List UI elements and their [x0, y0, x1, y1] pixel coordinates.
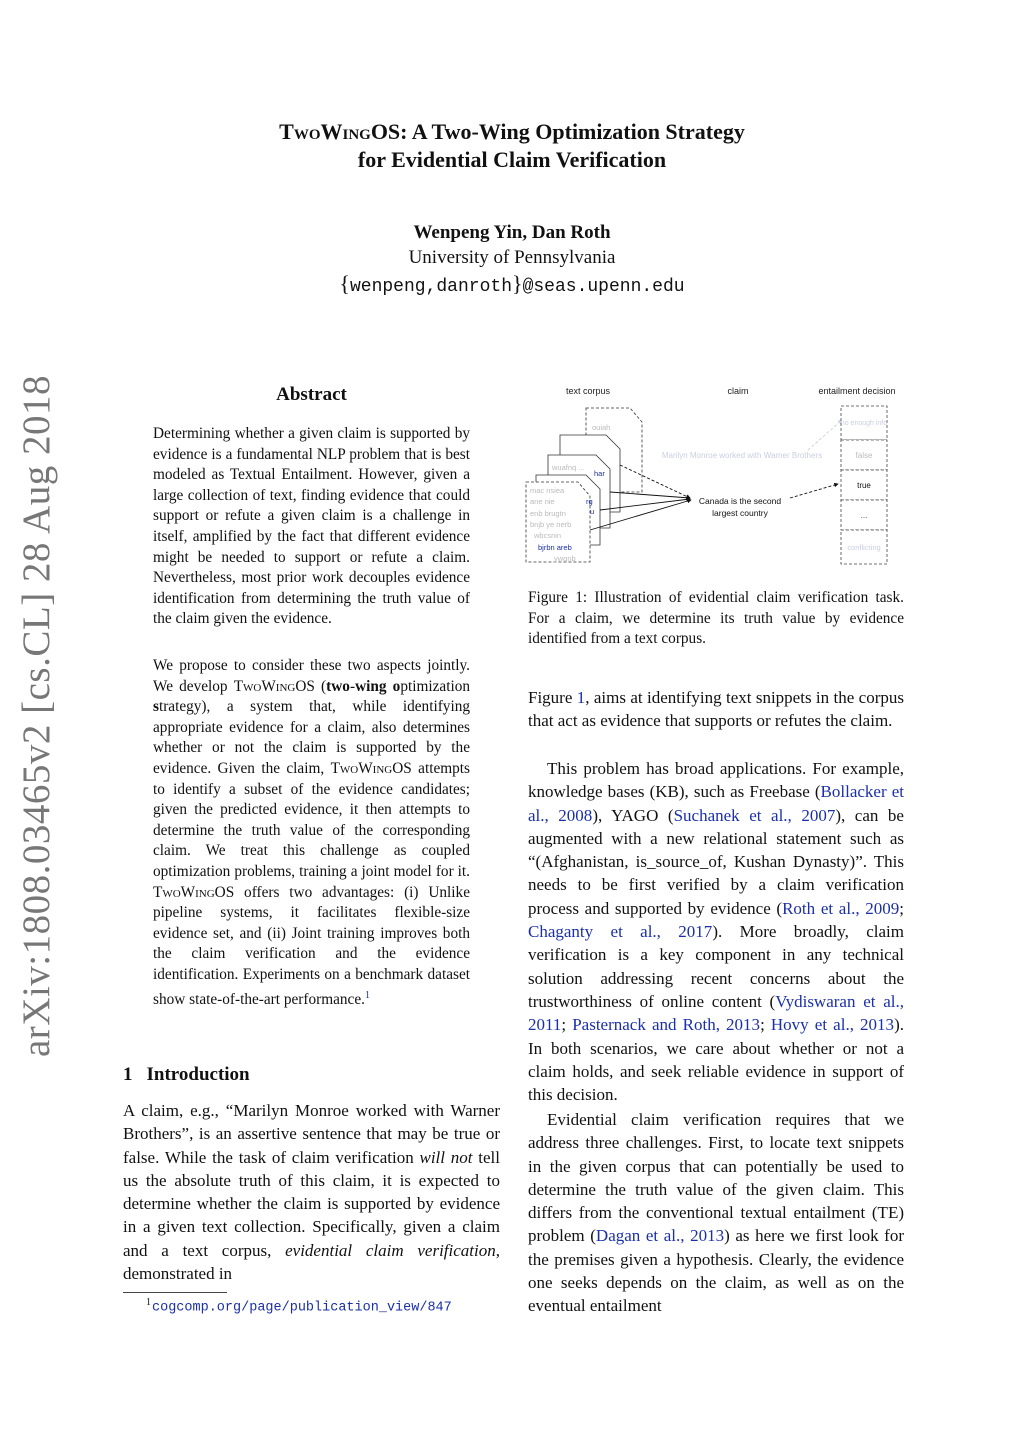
title-line1-rest: : A Two-Wing Optimization Strategy: [400, 119, 745, 144]
doc-snippet: ane nie: [530, 497, 555, 506]
text-run: ). More broadly, claim verification is a key component in any technical solution addressing recent concerns about the trustworthiness of online content (: [528, 922, 904, 1011]
title-system-name: TwoWingOS: [279, 119, 401, 144]
text-run: ;: [760, 1015, 771, 1035]
decision-conflicting: conflicting: [847, 543, 881, 552]
arrow-to-decision: [790, 484, 838, 498]
citation-link[interactable]: Hovy et al., 2013: [770, 1015, 895, 1035]
arxiv-identifier-stamp: arXiv:1808.03465v2 [cs.CL] 28 Aug 2018: [15, 375, 58, 1057]
text-run: tell us the absolute truth of this claim, it is expected to determine whether the claim is supported by evidence in a given text collection. Specifically, given a claim and a text corpus,: [123, 1147, 500, 1260]
text-run: ) as here we first look for the premises given a hypothesis. Clearly, the evidence one seeks depends on the claim, as well as on the eventual entailment: [528, 1226, 904, 1316]
text-run: trategy), a system that, while identifying appropriate evidence for a claim, also determines whether or not the claim is supported by the evidence. Given the claim,: [153, 698, 470, 777]
abstract-heading: Abstract: [276, 384, 347, 405]
text-run: Figure: [528, 688, 577, 707]
doc-snippet: ywqnb: [554, 554, 576, 563]
citation-link[interactable]: Vydiswaran et al., 2011: [528, 991, 904, 1035]
doc-snippet-highlight: har: [594, 469, 605, 478]
paper-title: [0, 118, 1024, 174]
citation-link[interactable]: Bollacker et al., 2008: [528, 782, 904, 825]
bold-run: s: [153, 698, 159, 716]
figure-1-diagram: [520, 380, 910, 570]
caption-text: Illustration of evidential claim verification task. For a claim, we determine its truth value by evidence identified from a text corpus.: [528, 589, 904, 648]
footnote-divider: [123, 1292, 227, 1293]
decision-ellipsis: ...: [860, 511, 868, 520]
citation-link[interactable]: Roth et al., 2009: [782, 898, 900, 918]
decision-no-enough-info: no enough info: [840, 420, 888, 427]
text-run: ptimization: [400, 677, 470, 695]
doc-snippet-highlight: rg: [586, 497, 593, 506]
figure-label-text-corpus: text corpus: [565, 386, 611, 396]
doc-snippet: enb brugtn: [530, 509, 566, 518]
text-run: -: [349, 677, 356, 695]
title-line2: for Evidential Claim Verification: [357, 147, 667, 172]
caption-label: Figure 1:: [528, 589, 588, 606]
citation-link[interactable]: Dagan et al., 2013: [595, 1226, 725, 1246]
bold-run: two: [326, 677, 350, 695]
figure-label-claim: claim: [727, 386, 749, 396]
intro-paragraph-1: [123, 1099, 500, 1285]
text-run: ;: [899, 898, 904, 918]
doc-snippet: wuafnq ...: [552, 463, 585, 472]
bold-run: wing: [355, 677, 387, 695]
emphasis: will not: [419, 1147, 473, 1167]
doc-snippet-highlight: u: [590, 507, 595, 516]
doc-snippet: mac nsiea: [530, 486, 565, 495]
system-name: TwoWingOS: [153, 883, 235, 901]
author-emails: [0, 271, 1024, 297]
text-run: We propose to consider these two aspects jointly. We develop: [153, 657, 470, 695]
text-run: offers two advantages: (i) Unlike pipeline systems, it facilitates flexible-size evidence set, and (ii) Joint training improves both the claim verification and the evidence identification. Experiments on a benchmark dataset show state-of-the-art performance.: [153, 883, 470, 1008]
decision-false: false: [855, 451, 873, 460]
email-names: wenpeng,danroth: [349, 277, 512, 297]
citation-link[interactable]: Pasternack and Roth, 2013: [572, 1015, 761, 1035]
system-name: TwoWingOS: [233, 677, 315, 695]
doc-snippet: wbcsnin: [534, 531, 562, 540]
text-run: This problem has broad applications. For example, knowledge bases (KB), such as Freebase (: [528, 759, 904, 802]
citation-link[interactable]: Suchanek et al., 2007: [673, 805, 836, 825]
body-paragraph-continuation: [528, 686, 904, 733]
text-run: Evidential claim verification requires that we address three challenges. First, to locate text snippets in the given corpus that can potentially be used to determine the truth value of the given claim. This differs from the conventional textual entailment (TE) problem (: [528, 1110, 904, 1246]
authors: Wenpeng Yin, Dan Roth: [413, 222, 611, 243]
emphasis: evidential claim verification: [285, 1240, 496, 1260]
claim-main-line2: largest country: [712, 508, 768, 518]
figure-reference-link[interactable]: 1: [576, 688, 586, 707]
email-open-brace: {: [339, 271, 350, 296]
text-run: (: [314, 677, 327, 695]
section-title: Introduction: [146, 1064, 250, 1085]
affiliation: University of Pennsylvania: [408, 247, 616, 268]
footnote-url[interactable]: cogcomp.org/page/publication_view/847: [152, 1300, 452, 1316]
claim-faded-line: Marilyn Monroe worked with Warner Brothers: [661, 451, 823, 460]
figure-label-entailment-decision: entailment decision: [818, 386, 896, 396]
doc-snippet: bnjb ye nerb: [530, 520, 572, 529]
citation-link[interactable]: Chaganty et al., 2017: [528, 922, 713, 942]
claim-main-line1: Canada is the second: [698, 496, 782, 506]
section-heading-introduction: [123, 1064, 250, 1086]
figure-1-caption: [528, 588, 904, 650]
text-run: ), can be augmented with a new relational statement such as “(Afghanistan, is_source_of, Kushan Dynasty)”. This needs to be first verified by a claim verification process and supported by evidence (: [528, 805, 904, 918]
text-run: , demonstrated in: [123, 1240, 500, 1284]
footnote: [146, 1297, 452, 1316]
text-run: ), YAGO (: [592, 805, 674, 825]
arrow: [610, 492, 690, 498]
email-close-brace: }: [512, 271, 523, 296]
text-run: ;: [561, 1015, 573, 1035]
doc-snippet-highlight: bjrbn areb: [538, 543, 572, 552]
abstract-paragraph-2: [153, 656, 470, 1010]
abstract-paragraph-1: Determining whether a given claim is supported by evidence is a fundamental NLP problem that is best modeled as Textual Entailment. However, given a large collection of text, finding evidence that could support or refute a given claim is a challenge in itself, amplified by the fact that different evidence might be needed to support or refute a claim. Nevertheless, most prior work decouples evidence identification from determining the truth value of the claim given the evidence.: [153, 425, 470, 628]
system-name: TwoWingOS: [330, 759, 412, 777]
footnote-link[interactable]: 1: [364, 989, 370, 1001]
body-paragraph-challenges: [528, 1108, 904, 1318]
bold-run: o: [392, 677, 401, 695]
text-run: ). In both scenarios, we care about whether or not a claim holds, and seek reliable evidence in support of this decision.: [528, 1015, 904, 1105]
arrow-faded: [808, 420, 842, 450]
text-run: attempts to identify a subset of the evidence candidates; given the predicted evidence, it then attempts to determine the truth value of the corresponding claim. We treat this challenge as coupled optimization problems, training a joint model for it.: [153, 759, 470, 880]
doc-snippet: ouiah: [592, 423, 611, 432]
text-run: , aims at identifying text snippets in the corpus that act as evidence that supports or refutes the claim.: [528, 688, 904, 731]
section-number: 1: [123, 1064, 133, 1085]
email-domain: @seas.upenn.edu: [522, 277, 685, 297]
body-paragraph-applications: [528, 757, 904, 1106]
decision-true: true: [857, 481, 871, 490]
footnote-mark: 1: [146, 1297, 151, 1308]
text-run: A claim, e.g., “Marilyn Monroe worked with Warner Brothers”, is an assertive sentence that may be true or false. While the task of claim verification: [123, 1101, 500, 1167]
